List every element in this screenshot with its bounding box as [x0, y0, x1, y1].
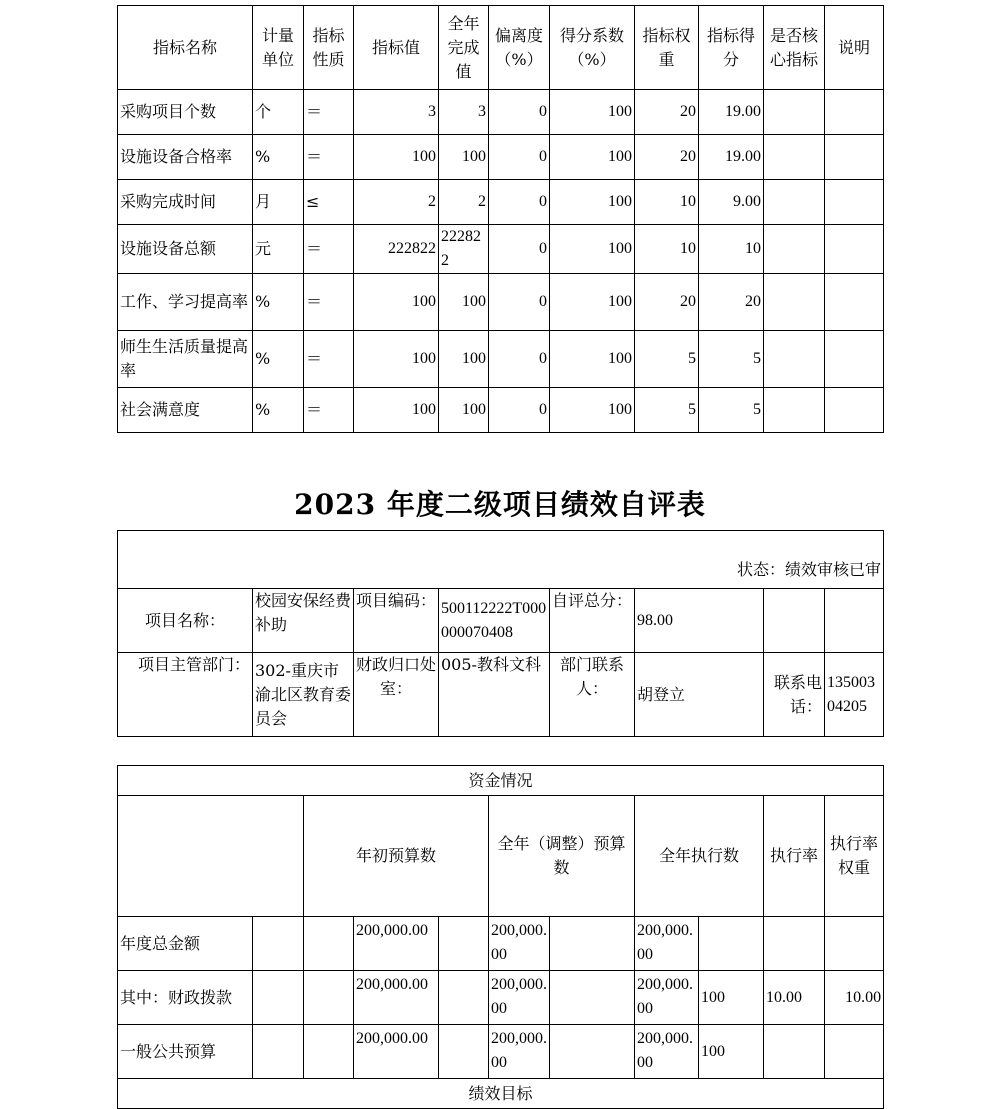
indicator-weight: 20 — [635, 90, 699, 135]
indicator-weight: 5 — [635, 388, 699, 433]
funds-adjusted: 200,000.00 — [489, 1025, 550, 1079]
header-cell: 得分系数（%） — [550, 6, 635, 90]
indicator-nature: ＝ — [304, 90, 354, 135]
indicator-deviation: 0 — [489, 274, 550, 331]
indicator-note — [825, 388, 884, 433]
indicator-note — [825, 225, 884, 274]
header-cell: 指标权重 — [635, 6, 699, 90]
dept: 302-重庆市渝北区教育委员会 — [253, 653, 354, 737]
indicator-name: 设施设备总额 — [118, 225, 253, 274]
indicator-name: 师生生活质量提高率 — [118, 331, 253, 388]
indicator-coef: 100 — [550, 135, 635, 180]
funds-weight — [764, 1025, 825, 1079]
indicator-score: 20 — [699, 274, 764, 331]
header-cell: 全年执行数 — [635, 796, 764, 917]
indicator-nature: ≤ — [304, 180, 354, 225]
funds-adjusted: 200,000.00 — [489, 917, 550, 971]
indicator-actual: 3 — [439, 90, 489, 135]
funds-table — [117, 765, 884, 1109]
indicator-target: 100 — [354, 135, 439, 180]
dept-label: 项目主管部门： — [118, 653, 253, 737]
indicator-weight: 10 — [635, 180, 699, 225]
indicator-deviation: 0 — [489, 225, 550, 274]
indicator-note — [825, 180, 884, 225]
funds-rate: 100 — [699, 971, 764, 1025]
indicator-coef: 100 — [550, 274, 635, 331]
goals-section-row — [118, 1079, 884, 1109]
header-cell: 指标得分 — [699, 6, 764, 90]
indicator-note — [825, 135, 884, 180]
indicator-coef: 100 — [550, 331, 635, 388]
empty-cell — [304, 917, 354, 971]
empty-cell — [304, 971, 354, 1025]
contact: 胡登立 — [635, 653, 764, 737]
indicator-coef: 100 — [550, 225, 635, 274]
project-name: 校园安保经费补助 — [253, 589, 354, 653]
funds-row-label: 年度总金额 — [118, 917, 253, 971]
funds-executed: 200,000.00 — [635, 1025, 699, 1079]
indicator-core — [764, 388, 825, 433]
indicator-actual: 100 — [439, 388, 489, 433]
indicator-target: 100 — [354, 274, 439, 331]
indicator-deviation: 0 — [489, 388, 550, 433]
funds-rate — [699, 917, 764, 971]
table-row — [118, 1025, 884, 1079]
header-cell: 全年完成值 — [439, 6, 489, 90]
indicator-actual: 100 — [439, 274, 489, 331]
empty-cell — [550, 971, 635, 1025]
indicator-unit: % — [253, 388, 304, 433]
indicator-core — [764, 90, 825, 135]
department-row — [118, 653, 884, 737]
funds-initial: 200,000.00 — [354, 971, 439, 1025]
funds-initial: 200,000.00 — [354, 1025, 439, 1079]
indicator-target: 100 — [354, 388, 439, 433]
indicator-target: 100 — [354, 331, 439, 388]
header-cell: 指标性质 — [304, 6, 354, 90]
indicator-target: 222822 — [354, 225, 439, 274]
empty-cell — [118, 796, 304, 917]
table-row — [118, 917, 884, 971]
finance: 005-教科文科 — [439, 653, 550, 737]
indicator-core — [764, 331, 825, 388]
indicator-unit: 个 — [253, 90, 304, 135]
indicator-score: 9.00 — [699, 180, 764, 225]
indicator-nature: ＝ — [304, 135, 354, 180]
funds-row-label: 其中：财政拨款 — [118, 971, 253, 1025]
empty-cell — [253, 917, 304, 971]
status-row — [118, 531, 884, 589]
funds-initial: 200,000.00 — [354, 917, 439, 971]
table-row — [118, 180, 884, 225]
indicator-weight: 10 — [635, 225, 699, 274]
funds-adjusted: 200,000.00 — [489, 971, 550, 1025]
header-cell: 全年（调整）预算数 — [489, 796, 635, 917]
status-text: 状态：绩效审核已审 — [118, 531, 884, 589]
indicator-coef: 100 — [550, 90, 635, 135]
header-cell: 偏离度（%） — [489, 6, 550, 90]
indicator-note — [825, 331, 884, 388]
table-row — [118, 90, 884, 135]
indicator-unit: 月 — [253, 180, 304, 225]
indicator-nature: ＝ — [304, 225, 354, 274]
indicator-actual: 222822 — [439, 225, 489, 274]
indicator-deviation: 0 — [489, 180, 550, 225]
contact-label: 部门联系人： — [550, 653, 635, 737]
indicator-name: 工作、学习提高率 — [118, 274, 253, 331]
indicator-core — [764, 180, 825, 225]
header-cell: 是否核心指标 — [764, 6, 825, 90]
indicator-deviation: 0 — [489, 135, 550, 180]
project-row — [118, 589, 884, 653]
funds-weight — [764, 917, 825, 971]
funds-rate: 100 — [699, 1025, 764, 1079]
table-row — [118, 331, 884, 388]
phone-label: 联系电话： — [764, 653, 825, 737]
funds-section-row — [118, 766, 884, 796]
indicator-weight: 20 — [635, 135, 699, 180]
funds-score: 10.00 — [825, 971, 884, 1025]
header-cell: 说明 — [825, 6, 884, 90]
table-row — [118, 135, 884, 180]
indicator-nature: ＝ — [304, 331, 354, 388]
indicator-unit: 元 — [253, 225, 304, 274]
header-cell: 执行率 — [764, 796, 825, 917]
empty-cell — [550, 917, 635, 971]
empty-cell — [253, 971, 304, 1025]
empty-cell — [439, 917, 489, 971]
indicator-coef: 100 — [550, 388, 635, 433]
empty-cell — [439, 971, 489, 1025]
header-cell: 执行率权重 — [825, 796, 884, 917]
empty-cell — [439, 1025, 489, 1079]
indicator-target: 2 — [354, 180, 439, 225]
empty-cell — [304, 1025, 354, 1079]
indicator-name: 社会满意度 — [118, 388, 253, 433]
indicator-score: 5 — [699, 388, 764, 433]
funds-score — [825, 1025, 884, 1079]
indicator-nature: ＝ — [304, 274, 354, 331]
indicator-score: 10 — [699, 225, 764, 274]
indicator-unit: % — [253, 274, 304, 331]
form-title: 2023 年度二级项目绩效自评表 — [294, 488, 706, 521]
empty-cell — [825, 589, 884, 653]
indicator-actual: 2 — [439, 180, 489, 225]
indicator-unit: % — [253, 135, 304, 180]
funds-executed: 200,000.00 — [635, 971, 699, 1025]
indicator-core — [764, 225, 825, 274]
indicator-deviation: 0 — [489, 331, 550, 388]
indicator-core — [764, 135, 825, 180]
header-cell: 计量单位 — [253, 6, 304, 90]
funds-score — [825, 917, 884, 971]
header-cell: 指标值 — [354, 6, 439, 90]
indicator-weight: 5 — [635, 331, 699, 388]
indicator-weight: 20 — [635, 274, 699, 331]
project-name-label: 项目名称： — [118, 589, 253, 653]
goals-section-title: 绩效目标 — [118, 1079, 884, 1109]
indicator-name: 采购完成时间 — [118, 180, 253, 225]
finance-label: 财政归口处室： — [354, 653, 439, 737]
indicator-deviation: 0 — [489, 90, 550, 135]
indicator-score: 19.00 — [699, 90, 764, 135]
indicator-score: 5 — [699, 331, 764, 388]
project-info-table — [117, 530, 884, 737]
header-cell: 年初预算数 — [304, 796, 489, 917]
indicator-coef: 100 — [550, 180, 635, 225]
indicator-score: 19.00 — [699, 135, 764, 180]
indicator-core — [764, 274, 825, 331]
funds-row-label: 一般公共预算 — [118, 1025, 253, 1079]
table-row — [118, 388, 884, 433]
funds-header-row — [118, 796, 884, 917]
indicator-actual: 100 — [439, 135, 489, 180]
project-code: 500112222T000000070408 — [439, 589, 550, 653]
self-score: 98.00 — [635, 589, 764, 653]
empty-cell — [764, 589, 825, 653]
indicator-name: 设施设备合格率 — [118, 135, 253, 180]
indicator-target: 3 — [354, 90, 439, 135]
table-row — [118, 225, 884, 274]
empty-cell — [550, 1025, 635, 1079]
project-code-label: 项目编码： — [354, 589, 439, 653]
indicator-note — [825, 90, 884, 135]
table-row — [118, 971, 884, 1025]
funds-weight: 10.00 — [764, 971, 825, 1025]
funds-executed: 200,000.00 — [635, 917, 699, 971]
self-score-label: 自评总分： — [550, 589, 635, 653]
indicator-unit: % — [253, 331, 304, 388]
header-cell: 指标名称 — [118, 6, 253, 90]
phone: 13500304205 — [825, 653, 884, 737]
indicator-name: 采购项目个数 — [118, 90, 253, 135]
empty-cell — [253, 1025, 304, 1079]
indicator-table — [117, 5, 884, 433]
indicator-header-row — [118, 6, 884, 90]
indicator-nature: ＝ — [304, 388, 354, 433]
funds-section-title: 资金情况 — [118, 766, 884, 796]
indicator-actual: 100 — [439, 331, 489, 388]
indicator-note — [825, 274, 884, 331]
table-row — [118, 274, 884, 331]
